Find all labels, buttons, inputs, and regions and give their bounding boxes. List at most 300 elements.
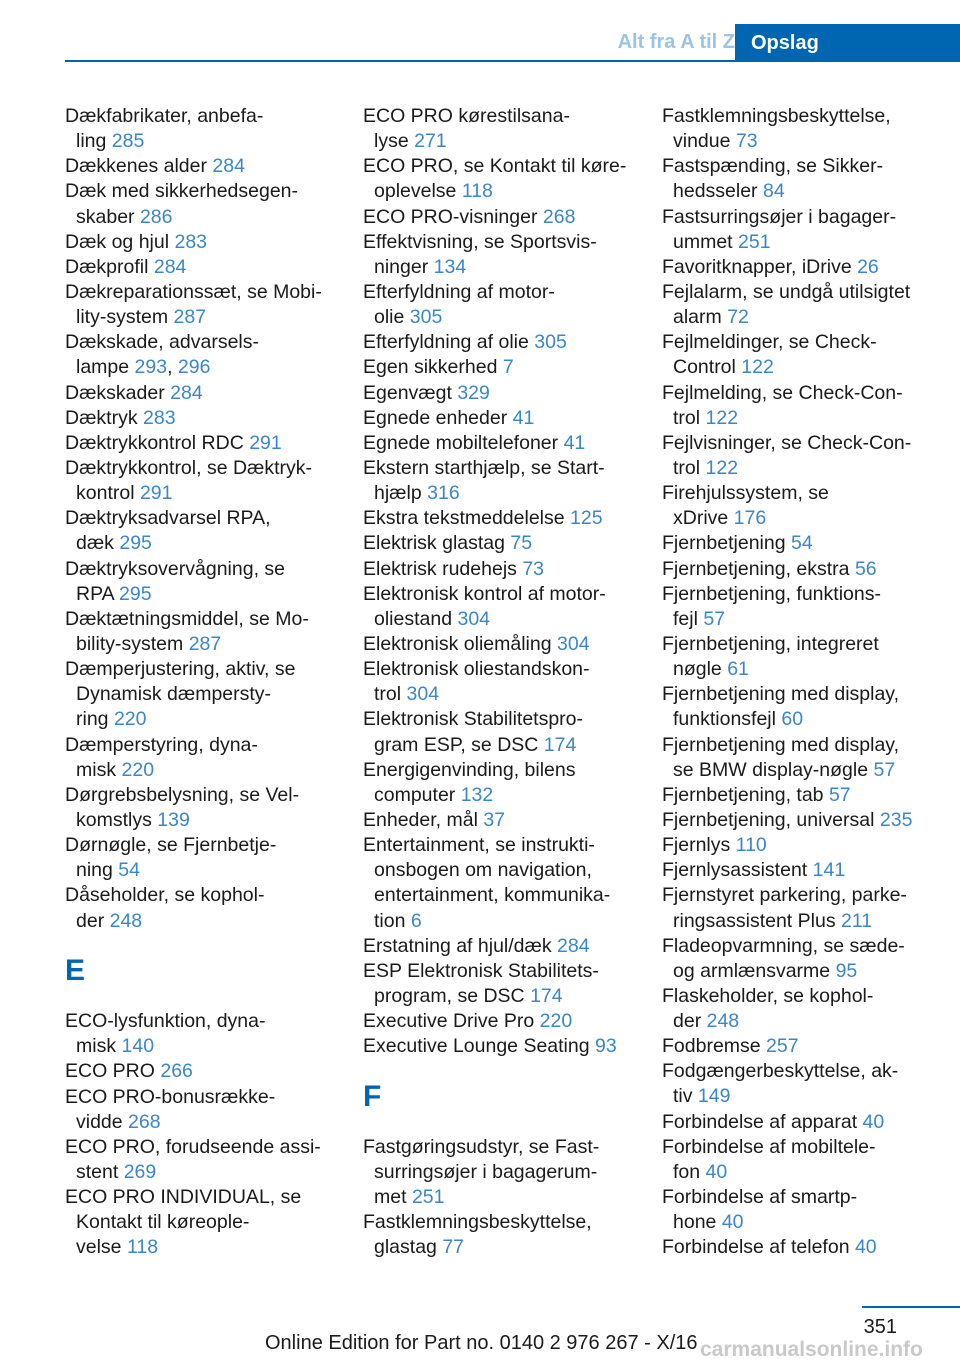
page-reference-link[interactable]: 95 bbox=[835, 959, 858, 982]
index-entry-line bbox=[65, 406, 355, 431]
page-reference-link[interactable]: 40 bbox=[705, 1160, 728, 1183]
index-entry-text: Dæktryksovervågning, se bbox=[65, 557, 286, 580]
index-entry-line bbox=[363, 733, 653, 758]
page-reference-link[interactable]: 287 bbox=[173, 306, 207, 329]
index-entry-text: der bbox=[76, 909, 110, 932]
index-entry-text: se BMW display-nøgle bbox=[673, 758, 874, 781]
index-entry-line bbox=[65, 305, 355, 330]
index-entry-text: Egen sikkerhed bbox=[363, 356, 503, 379]
index-entry-text: oplevelse bbox=[374, 180, 462, 203]
page-reference-link[interactable]: 72 bbox=[727, 306, 749, 329]
index-entry-text: Ekstra tekstmeddelelse bbox=[363, 507, 571, 530]
index-entry-line bbox=[65, 330, 355, 355]
index-entry-text: Dæmperjustering, aktiv, se bbox=[65, 658, 296, 681]
page-reference-link[interactable]: 291 bbox=[139, 482, 173, 505]
page-reference-link[interactable]: 73 bbox=[735, 130, 758, 153]
index-entry-text: Dæktætningsmiddel, se Mo- bbox=[65, 607, 309, 630]
index-entry-line bbox=[65, 1034, 355, 1059]
index-entry-line bbox=[65, 1235, 355, 1260]
index-entry-text: program, se DSC bbox=[374, 984, 531, 1007]
index-entry-line bbox=[65, 1185, 355, 1210]
index-entry-text: entertainment, kommunika- bbox=[374, 884, 611, 907]
index-entry-line bbox=[65, 607, 355, 632]
index-entry-text: Dækfabrikater, anbefa- bbox=[65, 105, 264, 127]
index-entry-line bbox=[363, 431, 653, 456]
index-entry-text: Efterfyldning af motor- bbox=[363, 280, 555, 303]
page-reference-link[interactable]: 304 bbox=[406, 683, 440, 706]
index-entry-line bbox=[363, 330, 653, 355]
index-entry-line bbox=[662, 1135, 952, 1160]
page-reference-link[interactable]: 57 bbox=[828, 783, 851, 806]
index-entry-line bbox=[65, 1085, 355, 1110]
page-header bbox=[65, 24, 960, 62]
index-entry-line bbox=[65, 557, 355, 582]
index-entry-line bbox=[662, 833, 952, 858]
index-entry-text: ECO PRO kørestilsana- bbox=[363, 105, 570, 127]
index-entry-text: Dæktryk bbox=[65, 406, 143, 429]
index-entry-line bbox=[662, 858, 952, 883]
index-entry-text: Fladeopvarmning, se sæde- bbox=[662, 934, 905, 957]
index-entry-line bbox=[662, 959, 952, 984]
index-entry-line bbox=[65, 883, 355, 908]
index-entry-line bbox=[662, 481, 952, 506]
index-entry-line bbox=[65, 758, 355, 783]
index-entry-line bbox=[65, 355, 355, 380]
page-reference-link[interactable]: 118 bbox=[461, 180, 493, 203]
index-entry-text: Elektronisk Stabilitetspro- bbox=[363, 708, 584, 731]
index-entry-line bbox=[363, 1034, 653, 1059]
index-entry-text: onsbogen om navigation, bbox=[374, 859, 592, 882]
index-entry-line bbox=[363, 1135, 653, 1160]
index-entry-text: ringsassistent Plus bbox=[673, 909, 841, 932]
page-reference-link[interactable]: 284 bbox=[212, 155, 245, 178]
index-entry-text: Dækskade, advarsels- bbox=[65, 331, 259, 354]
index-entry-text: ECO-lysfunktion, dyna- bbox=[65, 1010, 266, 1033]
page-reference-link[interactable]: 284 bbox=[153, 255, 187, 278]
page-reference-link[interactable]: 248 bbox=[109, 909, 143, 932]
index-entry-text: Fejlalarm, se undgå utilsigtet bbox=[662, 280, 911, 303]
index-entry-line bbox=[65, 431, 355, 456]
index-entry-text: funktionsfejl bbox=[673, 708, 782, 731]
page-reference-link[interactable]: 285 bbox=[111, 130, 145, 153]
page-reference-link[interactable]: 211 bbox=[841, 909, 873, 932]
index-entry-line bbox=[65, 783, 355, 808]
page-reference-link[interactable]: 77 bbox=[442, 1236, 465, 1259]
index-entry-text: vidde bbox=[76, 1110, 129, 1133]
page-reference-link[interactable]: 283 bbox=[174, 230, 208, 253]
index-entry-text: Fjernbetjening, tab bbox=[662, 783, 829, 806]
index-entry-text: Forbindelse af apparat bbox=[662, 1110, 863, 1133]
index-entry-line bbox=[363, 205, 653, 230]
page-reference-link[interactable]: 41 bbox=[512, 406, 535, 429]
page-reference-link[interactable]: 271 bbox=[414, 130, 447, 153]
index-entry-line bbox=[363, 355, 653, 380]
page-reference-link[interactable]: 73 bbox=[522, 557, 545, 580]
index-entry-line bbox=[363, 632, 653, 657]
index-entry-line bbox=[65, 205, 355, 230]
index-entry-line bbox=[662, 205, 952, 230]
index-entry-text: Egenvægt bbox=[363, 381, 458, 404]
page-reference-link[interactable]: 57 bbox=[703, 607, 726, 630]
index-entry-line bbox=[363, 1235, 653, 1260]
index-entry-text: ling bbox=[76, 130, 112, 153]
index-entry-text: ESP Elektronisk Stabilitets- bbox=[363, 959, 599, 982]
index-entry-line bbox=[65, 1160, 355, 1185]
index-entry-text: Fodbremse bbox=[662, 1035, 767, 1058]
page-reference-link[interactable]: 235 bbox=[879, 808, 913, 831]
index-letter-heading: E bbox=[65, 954, 86, 988]
page-reference-link[interactable]: 284 bbox=[170, 381, 203, 404]
page-reference-link[interactable]: 40 bbox=[854, 1236, 877, 1259]
index-entry-text: ummet bbox=[673, 230, 739, 253]
page-reference-link[interactable]: 110 bbox=[735, 834, 767, 857]
index-entry-line bbox=[363, 1009, 653, 1034]
index-entry-text: Fastsurringsøjer i bagager- bbox=[662, 205, 897, 228]
header-tab-label: Opslag bbox=[735, 24, 960, 62]
page-reference-link[interactable]: 305 bbox=[534, 331, 567, 354]
index-entry-line bbox=[65, 154, 355, 179]
index-entry-text: Executive Lounge Seating bbox=[363, 1035, 596, 1058]
index-entry-text: olie bbox=[374, 306, 410, 329]
page-reference-link[interactable]: 220 bbox=[539, 1010, 573, 1033]
index-entry-text: Control bbox=[673, 356, 742, 379]
page-reference-link[interactable]: 122 bbox=[705, 456, 739, 479]
index-entry-line bbox=[662, 758, 952, 783]
index-entry-text: Forbindelse af mobiltele- bbox=[662, 1135, 876, 1158]
index-entry-line bbox=[363, 607, 653, 632]
index-entry-text: Fastgøringsudstyr, se Fast- bbox=[363, 1135, 600, 1158]
page-reference-link[interactable]: 266 bbox=[160, 1060, 193, 1083]
index-entry-line bbox=[662, 733, 952, 758]
index-entry-line bbox=[363, 381, 653, 406]
index-entry-line bbox=[65, 280, 355, 305]
page-reference-link[interactable]: 141 bbox=[812, 859, 846, 882]
page-reference-link[interactable]: 40 bbox=[862, 1110, 885, 1133]
index-entry-text: kontrol bbox=[76, 482, 140, 505]
page-reference-link[interactable]: 174 bbox=[530, 984, 563, 1007]
index-entry-text: Dørnøgle, se Fjernbetje- bbox=[65, 834, 277, 857]
index-entry-text: met bbox=[374, 1186, 412, 1209]
index-entry-text: stent bbox=[76, 1160, 124, 1183]
index-entry-line bbox=[363, 456, 653, 481]
page-reference-link[interactable]: 286 bbox=[139, 205, 173, 228]
page-reference-link[interactable]: 134 bbox=[433, 255, 467, 278]
index-entry-line bbox=[65, 632, 355, 657]
index-entry-text: glastag bbox=[374, 1236, 443, 1259]
index-entry-text: Elektronisk oliemåling bbox=[363, 632, 558, 655]
index-entry-line bbox=[363, 179, 653, 204]
page-reference-link[interactable]: 287 bbox=[188, 632, 222, 655]
page-reference-link[interactable]: 54 bbox=[118, 859, 140, 882]
index-entry-text: Dæk med sikkerhedsegen- bbox=[65, 180, 299, 203]
index-entry-line bbox=[662, 280, 952, 305]
page-reference-link[interactable]: 132 bbox=[460, 783, 494, 806]
index-entry-line bbox=[662, 305, 952, 330]
index-entry-line bbox=[662, 607, 952, 632]
index-entry-line bbox=[363, 858, 653, 883]
index-entry-text: trol bbox=[673, 456, 706, 479]
index-entry-line bbox=[662, 1009, 952, 1034]
index-entry-line bbox=[662, 456, 952, 481]
page-reference-link[interactable]: 268 bbox=[542, 205, 576, 228]
index-entry-text: Dæmperstyring, dyna- bbox=[65, 733, 258, 756]
index-entry-text: Enheder, mål bbox=[363, 808, 484, 831]
page-reference-link[interactable]: 220 bbox=[121, 758, 155, 781]
index-entry-text: Effektvisning, se Sportsvis- bbox=[363, 230, 597, 253]
index-entry-line bbox=[363, 959, 653, 984]
index-entry-line bbox=[363, 657, 653, 682]
page-reference-link[interactable]: 122 bbox=[741, 356, 774, 379]
index-entry-line bbox=[363, 305, 653, 330]
index-entry-text: Dækkenes alder bbox=[65, 155, 213, 178]
index-entry-text: Fjernstyret parkering, parke- bbox=[662, 884, 907, 907]
index-entry-line bbox=[65, 179, 355, 204]
index-entry-line bbox=[662, 1235, 952, 1260]
index-entry-text: Fjernbetjening med display, bbox=[662, 683, 900, 706]
header-divider bbox=[65, 60, 960, 62]
index-entry-text: Fjernbetjening bbox=[662, 532, 791, 555]
index-entry-text: Elektrisk glastag bbox=[363, 532, 511, 555]
index-entry-line bbox=[363, 833, 653, 858]
index-entry-line bbox=[65, 456, 355, 481]
index-entry-line bbox=[65, 104, 355, 129]
index-entry-text: Elektronisk oliestandskon- bbox=[363, 658, 590, 681]
index-entry-text: vindue bbox=[673, 130, 736, 153]
page-reference-link[interactable]: 293 bbox=[134, 356, 168, 379]
index-entry-text: Dynamisk dæmpersty- bbox=[76, 683, 272, 706]
index-entry-text: ning bbox=[76, 859, 119, 882]
page-reference-link[interactable]: 257 bbox=[766, 1035, 799, 1058]
index-entry-text: Fjernlys bbox=[662, 834, 736, 857]
page-reference-link[interactable]: 291 bbox=[249, 431, 282, 454]
header-section-title: Alt fra A til Z bbox=[617, 31, 735, 53]
index-entry-line bbox=[662, 506, 952, 531]
index-entry-line bbox=[65, 682, 355, 707]
index-entry-line bbox=[662, 531, 952, 556]
page-reference-link[interactable]: 329 bbox=[457, 381, 490, 404]
index-entry-line bbox=[662, 682, 952, 707]
index-entry-text: gram ESP, se DSC bbox=[374, 733, 544, 756]
footer-divider bbox=[862, 1306, 960, 1308]
index-entry-line bbox=[662, 657, 952, 682]
index-entry-text: Firehjulssystem, se bbox=[662, 482, 829, 505]
page-reference-link[interactable]: 284 bbox=[557, 934, 590, 957]
index-entry-line bbox=[65, 733, 355, 758]
index-entry-text: Egnede enheder bbox=[363, 406, 513, 429]
page-reference-link[interactable]: 251 bbox=[411, 1186, 445, 1209]
index-entry-text: ECO PRO bbox=[65, 1060, 161, 1083]
page-reference-link[interactable]: 40 bbox=[721, 1211, 744, 1234]
index-entry-line bbox=[662, 355, 952, 380]
page-reference-link[interactable]: 140 bbox=[121, 1035, 155, 1058]
index-entry-line bbox=[65, 1009, 355, 1034]
index-entry-text: Dæktrykkontrol RDC bbox=[65, 431, 250, 454]
index-entry-text: ECO PRO, se Kontakt til køre- bbox=[363, 155, 627, 178]
index-entry-line bbox=[363, 1185, 653, 1210]
index-entry-line bbox=[363, 909, 653, 934]
index-entry-line bbox=[662, 984, 952, 1009]
page-reference-link[interactable]: 269 bbox=[123, 1160, 157, 1183]
page-reference-link[interactable]: 6 bbox=[410, 909, 422, 932]
index-entry-line bbox=[65, 909, 355, 934]
index-entry-text: Dæktryksadvarsel RPA, bbox=[65, 507, 271, 530]
index-entry-text: Fjernbetjening med display, bbox=[662, 733, 900, 756]
index-entry-line bbox=[662, 1160, 952, 1185]
index-entry-line bbox=[662, 104, 952, 129]
page-reference-link[interactable]: 54 bbox=[791, 532, 813, 555]
watermark-text: carmanualsonline.info bbox=[700, 1338, 923, 1361]
index-entry-line bbox=[363, 406, 653, 431]
page-reference-link[interactable]: 118 bbox=[126, 1236, 159, 1259]
index-entry-text: ninger bbox=[374, 255, 434, 278]
index-entry-line bbox=[363, 783, 653, 808]
index-entry-text: Entertainment, se instrukti- bbox=[363, 834, 595, 857]
index-entry-line bbox=[363, 104, 653, 129]
index-entry-text: Fastklemningsbeskyttelse, bbox=[363, 1211, 592, 1234]
index-entry-text: oliestand bbox=[374, 607, 458, 630]
index-entry-line bbox=[363, 557, 653, 582]
index-entry-line bbox=[662, 1210, 952, 1235]
index-entry-line bbox=[363, 758, 653, 783]
index-entry-line bbox=[662, 255, 952, 280]
index-entry-text: Erstatning af hjul/dæk bbox=[363, 934, 558, 957]
page-reference-link[interactable]: 268 bbox=[128, 1110, 161, 1133]
index-column-1 bbox=[65, 104, 355, 1261]
index-entry-text: Fjernbetjening, universal bbox=[662, 808, 880, 831]
index-entry-line bbox=[662, 557, 952, 582]
index-entry-line bbox=[65, 129, 355, 154]
index-entry-text: bility-system bbox=[76, 632, 189, 655]
index-entry-text: ECO PRO INDIVIDUAL, se bbox=[65, 1186, 302, 1209]
index-entry-line bbox=[363, 255, 653, 280]
page-reference-link[interactable]: 57 bbox=[873, 758, 896, 781]
page-reference-link[interactable]: 305 bbox=[409, 306, 443, 329]
index-entry-text: der bbox=[673, 1010, 707, 1033]
index-entry-text: Fjernbetjening, integreret bbox=[662, 632, 879, 655]
index-entry-text: alarm bbox=[673, 306, 728, 329]
page-reference-link[interactable]: 176 bbox=[733, 507, 767, 530]
page-reference-link[interactable]: 295 bbox=[119, 532, 152, 555]
index-entry-text: lyse bbox=[374, 130, 415, 153]
index-entry-line bbox=[662, 330, 952, 355]
index-entry-line bbox=[363, 506, 653, 531]
index-entry-line bbox=[662, 230, 952, 255]
page-reference-link[interactable]: 122 bbox=[705, 406, 739, 429]
page-reference-link[interactable]: 61 bbox=[727, 658, 749, 681]
page-reference-link[interactable]: 295 bbox=[119, 582, 152, 605]
page-reference-link[interactable]: 7 bbox=[502, 356, 514, 379]
index-entry-line bbox=[65, 808, 355, 833]
page-reference-link[interactable]: 41 bbox=[563, 431, 586, 454]
index-entry-text: skaber bbox=[76, 205, 140, 228]
page-reference-link[interactable]: 37 bbox=[483, 808, 506, 831]
index-entry-line bbox=[662, 431, 952, 456]
index-entry-line bbox=[363, 1160, 653, 1185]
index-entry-text: Fjernlysassistent bbox=[662, 859, 813, 882]
page-reference-link[interactable]: 139 bbox=[157, 808, 190, 831]
index-entry-text: Ekstern starthjælp, se Start- bbox=[363, 456, 605, 479]
index-entry-line bbox=[662, 1110, 952, 1135]
index-entry-line bbox=[363, 984, 653, 1009]
page-reference-link[interactable]: 149 bbox=[697, 1085, 731, 1108]
index-entry-text: lampe bbox=[76, 356, 135, 379]
index-entry-text: Fjernbetjening, ekstra bbox=[662, 557, 855, 580]
index-entry-line bbox=[363, 154, 653, 179]
index-entry-text: computer bbox=[374, 783, 461, 806]
index-entry-line bbox=[65, 657, 355, 682]
index-entry-line bbox=[65, 858, 355, 883]
index-entry-line bbox=[662, 381, 952, 406]
index-entry-text: Efterfyldning af olie bbox=[363, 331, 535, 354]
index-column-2 bbox=[363, 104, 653, 1261]
page-reference-link[interactable]: 174 bbox=[543, 733, 577, 756]
index-entry-line bbox=[363, 707, 653, 732]
index-entry-text: Fastspænding, se Sikker- bbox=[662, 155, 884, 178]
index-entry-text: Fjernbetjening, funktions- bbox=[662, 582, 881, 605]
index-entry-line bbox=[65, 1110, 355, 1135]
index-entry-text: Dæk og hjul bbox=[65, 230, 175, 253]
index-entry-text: dæk bbox=[76, 532, 120, 555]
page-reference-link[interactable]: 56 bbox=[854, 557, 877, 580]
index-entry-text: Dækskader bbox=[65, 381, 171, 404]
index-entry-line bbox=[662, 883, 952, 908]
index-entry-text: Forbindelse af telefon bbox=[662, 1236, 855, 1259]
page-reference-link[interactable]: 248 bbox=[706, 1010, 740, 1033]
page-reference-link[interactable]: 283 bbox=[143, 406, 176, 429]
index-entry-text: og armlænsvarme bbox=[673, 959, 836, 982]
index-entry-text: velse bbox=[76, 1236, 127, 1259]
page-reference-link[interactable]: 304 bbox=[557, 632, 590, 655]
index-entry-line bbox=[65, 381, 355, 406]
index-entry-text: Dæktrykkontrol, se Dæktryk- bbox=[65, 456, 313, 479]
index-entry-line bbox=[363, 129, 653, 154]
index-entry-text: hone bbox=[673, 1211, 722, 1234]
page-reference-link[interactable]: 316 bbox=[427, 482, 460, 505]
page-reference-link[interactable]: 60 bbox=[781, 708, 804, 731]
page-reference-link[interactable]: 93 bbox=[595, 1035, 617, 1058]
index-entry-text: Flaskeholder, se kophol- bbox=[662, 984, 874, 1007]
index-entry-line bbox=[662, 1185, 952, 1210]
page-reference-link[interactable]: 251 bbox=[738, 230, 771, 253]
index-entry-text: tion bbox=[374, 909, 411, 932]
index-entry-line bbox=[65, 506, 355, 531]
page-reference-link[interactable]: 125 bbox=[570, 507, 603, 530]
page-reference-link[interactable]: 296 bbox=[177, 356, 211, 379]
index-entry-text: Dåseholder, se kophol- bbox=[65, 884, 265, 907]
index-entry-text: ring bbox=[76, 708, 114, 731]
index-entry-line bbox=[65, 1210, 355, 1235]
index-entry-text: surringsøjer i bagagerum- bbox=[374, 1160, 598, 1183]
index-entry-line bbox=[65, 1135, 355, 1160]
index-entry-text: Energigenvinding, bilens bbox=[363, 758, 576, 781]
index-entry-text: tiv bbox=[673, 1085, 698, 1108]
index-entry-text: Dækprofil bbox=[65, 255, 154, 278]
page-reference-link[interactable]: 84 bbox=[762, 180, 785, 203]
index-entry-text: Elektrisk rudehejs bbox=[363, 557, 523, 580]
index-entry-text: RPA bbox=[76, 582, 119, 605]
index-entry-line bbox=[662, 1034, 952, 1059]
index-entry-text: Dækreparationssæt, se Mobi- bbox=[65, 280, 322, 303]
index-entry-line bbox=[662, 909, 952, 934]
page-reference-link[interactable]: 75 bbox=[510, 532, 533, 555]
index-entry-text: Elektronisk kontrol af motor- bbox=[363, 582, 606, 605]
index-entry-line bbox=[662, 783, 952, 808]
page-reference-link[interactable]: 26 bbox=[857, 255, 879, 278]
page-reference-link[interactable]: 220 bbox=[113, 708, 147, 731]
index-entry-line bbox=[65, 255, 355, 280]
index-entry-text: hjælp bbox=[374, 482, 428, 505]
page-reference-link[interactable]: 304 bbox=[457, 607, 491, 630]
